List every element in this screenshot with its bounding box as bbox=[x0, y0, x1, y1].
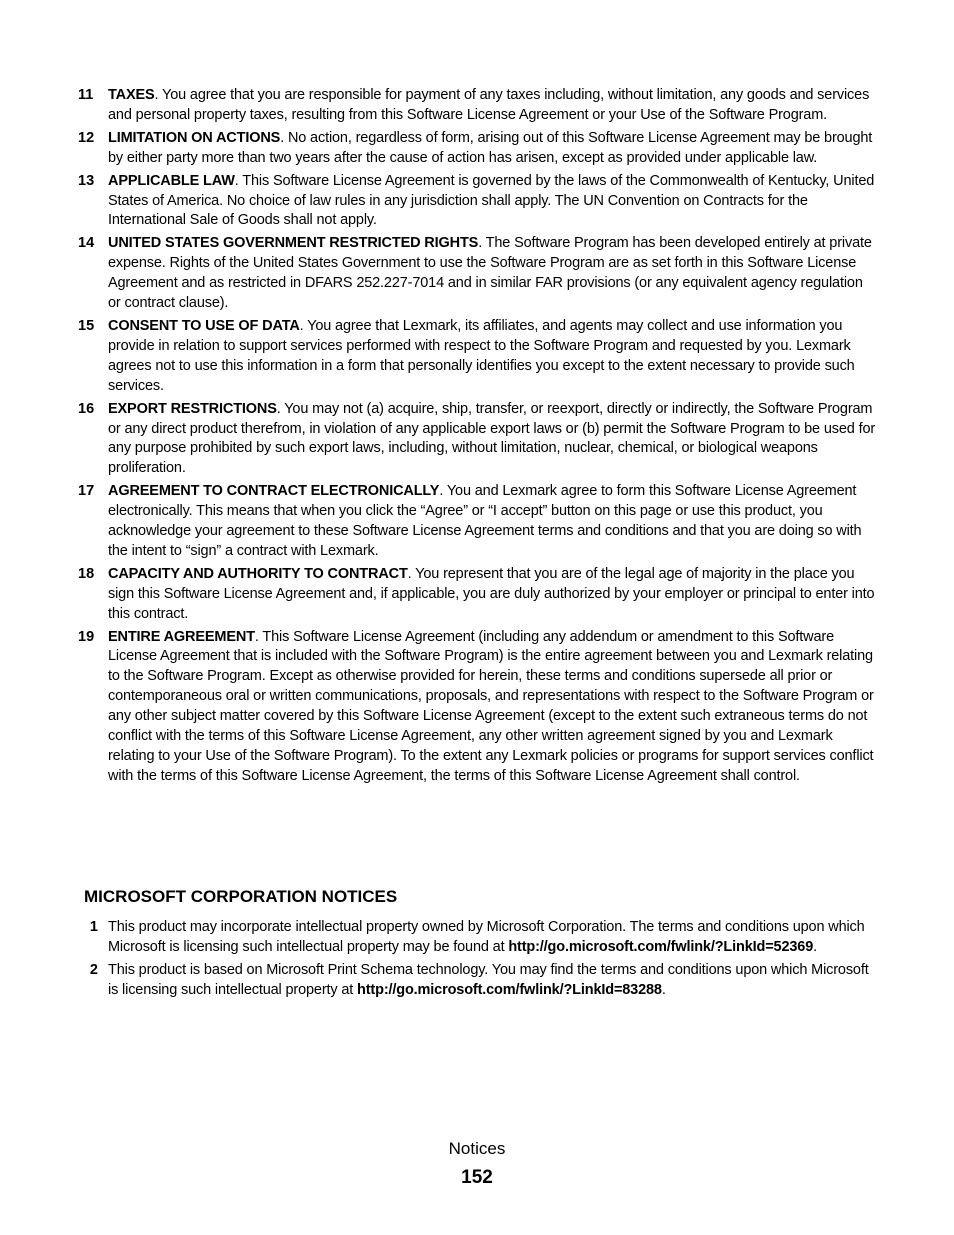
section-heading: MICROSOFT CORPORATION NOTICES bbox=[84, 887, 398, 906]
item-title: LIMITATION ON ACTIONS bbox=[108, 129, 281, 146]
item-text: . This Software License Agreement (including any addendum or amendment to this Software License Agreement that is included with the Software Program) is the entire agreement between you and Lexmark relating to the Software Program. Except as otherwise provided for herein, these terms and conditions supersede all prior or contemporaneous oral or written communications, proposals, and representations with respect to the Software Program or any other subject matter covered by this Software License Agreement (except to the extent such extraneous terms do not conflict with the terms of this Software License Agreement, any other written agreement signed by you and Lexmark relating to your Use of the Software Program). To the extent any Lexmark policies or programs for support services conflict with the terms of this Software License Agreement, the terms of this Software License Agreement shall control. bbox=[108, 628, 874, 784]
microsoft-item-2 bbox=[78, 961, 878, 1001]
license-terms-list bbox=[78, 86, 878, 790]
item-body bbox=[108, 86, 878, 126]
item-title: TAXES bbox=[108, 87, 155, 103]
item-body bbox=[108, 565, 878, 625]
license-item-14 bbox=[78, 234, 878, 314]
item-text-end: . bbox=[813, 938, 818, 955]
item-text: . You agree that you are responsible for payment of any taxes including, without limitation, any goods and services and personal property taxes, resulting from this Software License Agreement or your Use of the Software Program. bbox=[108, 87, 870, 123]
item-number: 1 bbox=[89, 919, 98, 935]
item-number: 17 bbox=[78, 483, 95, 500]
item-number: 11 bbox=[78, 87, 94, 103]
item-body bbox=[108, 961, 878, 1001]
item-title: EXPORT RESTRICTIONS bbox=[108, 400, 277, 417]
item-text: . You and Lexmark agree to form this Software License Agreement electronically. This means that when you click the “Agree” or “I accept” button on this page or use this product, you acknowledge your agreement to these Software License Agreement terms and conditions and that you are doing so with the intent to “sign” a contract with Lexmark. bbox=[108, 483, 862, 559]
item-body bbox=[108, 317, 878, 397]
footer-section-label: Notices bbox=[448, 1139, 506, 1158]
license-item-12 bbox=[78, 129, 878, 169]
item-text: . You agree that Lexmark, its affiliates, and agents may collect and use information you provide in relation to support services performed with respect to the Software Program and requested by you. Lexmark agrees not to use this information in a form that personally identifies you except to the extent necessary to provide such services. bbox=[108, 317, 855, 394]
license-item-13 bbox=[78, 172, 878, 232]
item-text-end: . bbox=[661, 981, 666, 998]
item-number: 19 bbox=[78, 628, 95, 645]
item-text: . You may not (a) acquire, ship, transfer, or reexport, directly or indirectly, the Software Program or any direct product therefrom, in violation of any applicable export laws or (b) permit the Software Program to be used for any purpose prohibited by such export laws, including, without limitation, nuclear, chemical, or biological weapons proliferation. bbox=[108, 400, 876, 477]
item-body bbox=[108, 234, 878, 314]
item-body bbox=[108, 482, 878, 562]
page-number: 152 bbox=[461, 1167, 493, 1188]
item-text: This product is based on Microsoft Print Schema technology. You may find the terms and conditions upon which Microsoft is licensing such intellectual property at bbox=[108, 961, 869, 998]
item-number: 12 bbox=[78, 129, 95, 146]
item-text: . You represent that you are of the legal age of majority in the place you sign this Software License Agreement and, if applicable, you are duly authorized by your employer or principal to enter into this contract. bbox=[108, 565, 875, 622]
license-item-19 bbox=[78, 628, 878, 787]
microsoft-notices-list bbox=[78, 918, 878, 1004]
microsoft-link[interactable]: http://go.microsoft.com/fwlink/?LinkId=52369 bbox=[508, 938, 814, 955]
item-number: 18 bbox=[78, 565, 95, 582]
item-number: 14 bbox=[78, 235, 95, 252]
item-title: CAPACITY AND AUTHORITY TO CONTRACT bbox=[108, 565, 408, 582]
license-item-17 bbox=[78, 482, 878, 562]
license-item-15 bbox=[78, 317, 878, 397]
item-number: 2 bbox=[89, 961, 98, 978]
item-body bbox=[108, 400, 878, 480]
microsoft-item-1 bbox=[78, 918, 878, 958]
item-body bbox=[108, 918, 878, 958]
license-item-16 bbox=[78, 400, 878, 480]
item-body bbox=[108, 129, 878, 169]
item-text: . This Software License Agreement is governed by the laws of the Commonwealth of Kentucky, United States of America. No choice of law rules in any jurisdiction shall apply. The UN Convention on Contracts for the International Sale of Goods shall not apply. bbox=[108, 172, 875, 229]
item-number: 15 bbox=[78, 317, 95, 334]
item-text: . The Software Program has been developed entirely at private expense. Rights of the United States Government to use the Software Program are as set forth in this Software License Agreement and as restricted in DFARS 252.227-7014 and in similar FAR provisions (or any equivalent agency regulation or contract clause). bbox=[108, 235, 872, 312]
item-text: . No action, regardless of form, arising out of this Software License Agreement may be brought by either party more than two years after the cause of action has arisen, except as provided under applicable law. bbox=[108, 129, 873, 166]
item-body bbox=[108, 628, 878, 787]
item-title: AGREEMENT TO CONTRACT ELECTRONICALLY bbox=[108, 483, 440, 500]
item-number: 16 bbox=[78, 400, 95, 417]
item-title: ENTIRE AGREEMENT bbox=[108, 628, 255, 645]
license-item-11 bbox=[78, 86, 878, 126]
item-title: UNITED STATES GOVERNMENT RESTRICTED RIGHTS bbox=[108, 235, 479, 252]
item-number: 13 bbox=[78, 172, 95, 189]
item-title: CONSENT TO USE OF DATA bbox=[108, 317, 300, 334]
item-title: APPLICABLE LAW bbox=[108, 172, 235, 189]
item-text: This product may incorporate intellectual property owned by Microsoft Corporation. The terms and conditions upon which Microsoft is licensing such intellectual property may be found at bbox=[108, 919, 865, 955]
microsoft-link[interactable]: http://go.microsoft.com/fwlink/?LinkId=83288 bbox=[357, 981, 662, 998]
item-body bbox=[108, 172, 878, 232]
license-item-18 bbox=[78, 565, 878, 625]
